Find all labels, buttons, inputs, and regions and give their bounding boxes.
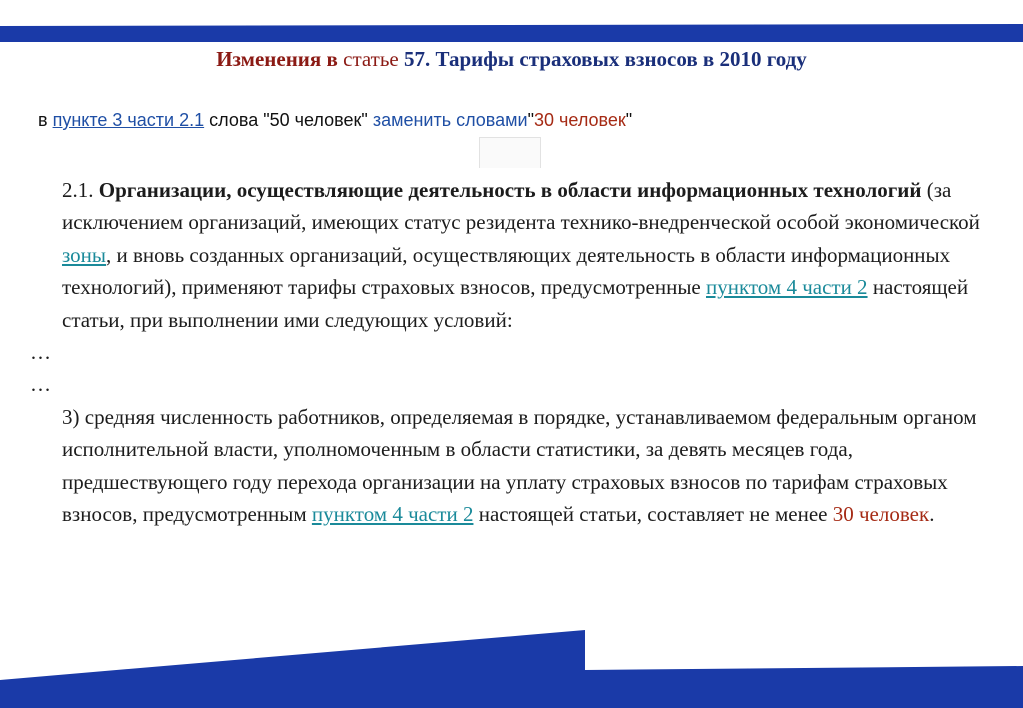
link-point-4-part-2[interactable]: пунктом 4 части 2 xyxy=(706,275,868,300)
condition-end: . xyxy=(929,502,935,527)
instruction-link[interactable]: пункте 3 части 2.1 xyxy=(52,110,205,130)
law-text-body xyxy=(30,174,990,530)
amendment-instruction xyxy=(38,108,998,132)
title-part-changes: Изменения в xyxy=(216,47,338,71)
link-zones[interactable]: зоны xyxy=(62,242,107,267)
instruction-prefix: в xyxy=(38,110,48,130)
bottom-decorative-band xyxy=(0,628,1023,708)
paragraph-text-1: (за исключением организаций, имеющих статус резидента технико-внедренческой особой экономической xyxy=(62,178,980,235)
paragraph-number: 2.1. xyxy=(62,178,94,202)
instruction-old-words: слова "50 человек" xyxy=(209,110,368,130)
paragraph-text-2: , и вновь созданных организаций, осуществляющих деятельность в области информационных технологий), применяют тарифы страховых взносов, предусмотренные xyxy=(62,242,951,300)
slide-title xyxy=(0,46,1023,72)
condition-text-1: 3) средняя численность работников, определяемая в порядке, устанавливаемом федеральным органом исполнительной власти, уполномоченным в области статистики, за девять месяцев года, предшествующего году перехода организации на уплату страховых взносов по тарифам страховых взносов, предусмотренным xyxy=(62,404,977,527)
embedded-object-placeholder xyxy=(479,137,541,168)
ellipsis-line: … xyxy=(30,372,51,397)
paragraph-2-1 xyxy=(30,174,990,336)
instruction-new-value: 30 человек xyxy=(534,110,626,130)
paragraph-text-3: настоящей статьи, при выполнении ими следующих условий: xyxy=(62,275,969,332)
title-part-subject: 57. Тарифы страховых взносов в 2010 году xyxy=(403,47,807,71)
ellipsis-line: … xyxy=(30,340,51,365)
instruction-quote-close: " xyxy=(625,110,633,130)
title-part-article: статье xyxy=(343,47,399,71)
instruction-quote-open: " xyxy=(527,110,534,130)
top-decorative-band xyxy=(0,0,1023,42)
instruction-replace-verb: заменить словами xyxy=(372,110,528,130)
paragraph-condition-3 xyxy=(30,401,990,531)
paragraph-bold-subject: Организации, осуществляющие деятельность в области информационных технологий xyxy=(98,178,922,202)
link-point-4-part-2-second[interactable]: пунктом 4 части 2 xyxy=(311,502,474,527)
condition-value: 30 человек xyxy=(832,502,930,527)
condition-text-2: настоящей статьи, составляет не менее xyxy=(478,502,828,527)
